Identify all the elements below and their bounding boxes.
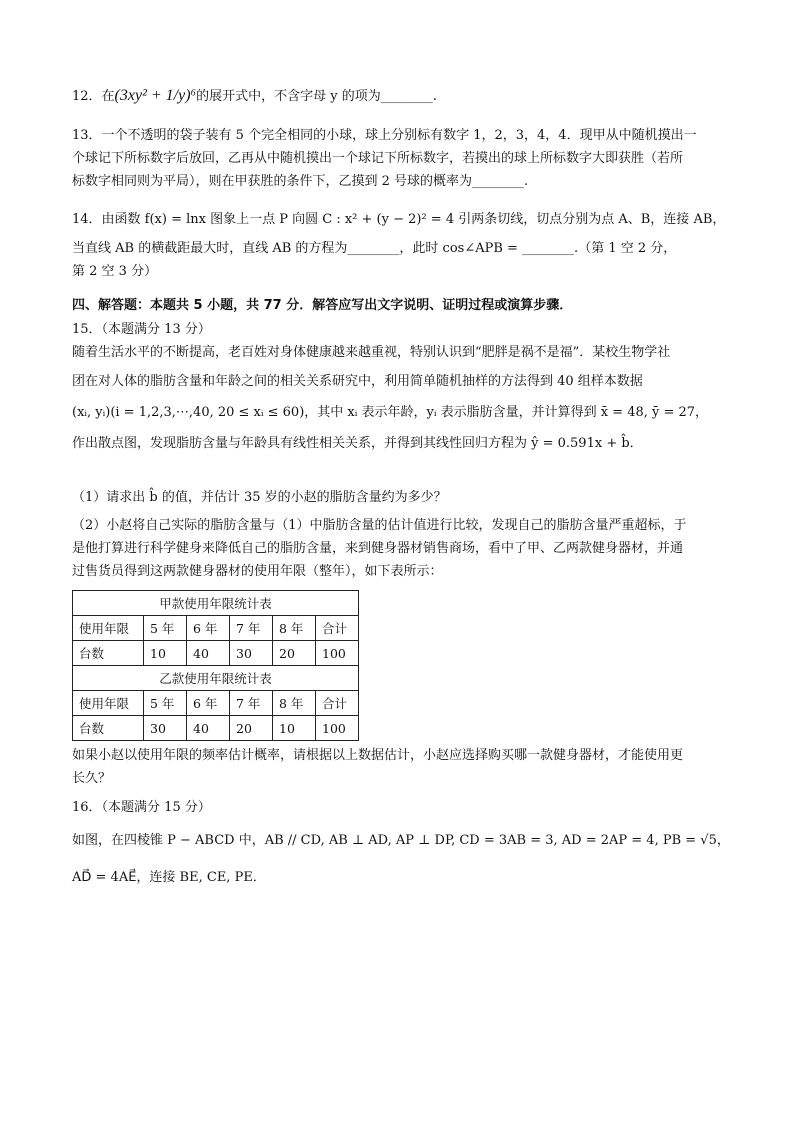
table-cell: 30 [144,716,187,741]
question-15 [72,318,732,455]
question-13 [72,124,732,193]
q16-line-2: AD⃗ = 4AE⃗，连接 BE, CE, PE． [72,870,266,885]
q15-paragraph-2: 团在对人体的脂肪含量和年龄之间的相关关系研究中，利用简单随机抽样的方法得到 40 组样本数据 [72,374,643,389]
table-cell: 100 [316,716,359,741]
table-a-data-row [73,641,359,666]
q15-after-1: 如果小赵以使用年限的频率估计概率，请根据以上数据估计，小赵应选择购买哪一款健身器材，才能使用更 [72,748,684,763]
table-cell: 台数 [73,716,144,741]
table-cell: 合计 [316,616,359,641]
q14-line-2: 当直线 AB 的横截距最大时，直线 AB 的方程为________，此时 cos∠APB = ________.（第 1 空 2 分， [72,241,677,256]
table-cell: 20 [273,641,316,666]
table-cell: 30 [230,641,273,666]
table-cell: 台数 [73,641,144,666]
question-12 [72,84,732,108]
section-4-heading: 四、解答题：本题共 5 小题，共 77 分．解答应写出文字说明、证明过程或演算步骤． [72,298,573,313]
table-cell: 20 [230,716,273,741]
table-cell: 7 年 [230,616,273,641]
q15-sub-2c: 过售货员得到这两款健身器材的使用年限（整年），如下表所示： [72,564,443,579]
table-cell: 5 年 [144,616,187,641]
table-cell: 使用年限 [73,616,144,641]
q16-line-1: 如图，在四棱锥 P − ABCD 中，AB // CD, AB ⊥ AD, AP ⊥ DP, CD = 3AB = 3, AD = 2AP = 4, PB = √5， [72,833,730,848]
table-cell: 10 [144,641,187,666]
table-cell: 40 [187,716,230,741]
table-cell: 7 年 [230,691,273,716]
table-b-data-row [73,716,359,741]
table-b-header-row [73,691,359,716]
q12-suffix: 的展开式中，不含字母 y 的项为________. [196,89,437,104]
table-cell: 合计 [316,691,359,716]
q15-subquestions [72,486,732,583]
question-16 [72,796,732,889]
q15-conclusion [72,744,732,790]
table-cell: 6 年 [187,616,230,641]
q15-paragraph-1: 随着生活水平的不断提高，老百姓对身体健康越来越重视，特别认识到“肥胖是祸不是福”．某校生物学社 [72,345,671,360]
q15-paragraph-4: 作出散点图，发现脂肪含量与年龄具有线性相关关系，并得到其线性回归方程为 ŷ = 0.591x + b̂． [72,436,643,451]
q12-prefix: 12．在 [72,89,115,104]
table-cell: 8 年 [273,691,316,716]
table-a-header-row [73,616,359,641]
table-cell: 40 [187,641,230,666]
q16-header: 16．（本题满分 15 分） [72,800,211,815]
q14-line-1: 14．由函数 f(x) = lnx 图象上一点 P 向圆 C : x² + (y − 2)² = 4 引两条切线，切点分别为点 A、B，连接 AB， [72,212,726,227]
table-cell: 100 [316,641,359,666]
table-cell: 10 [273,716,316,741]
q15-sub-1: （1）请求出 b̂ 的值，并估计 35 岁的小赵的脂肪含量约为多少？ [72,490,447,505]
table-b-caption: 乙款使用年限统计表 [73,666,359,691]
q15-sub-2b: 是他打算进行科学健身来降低自己的脂肪含量，来到健身器材销售商场，看中了甲、乙两款健身器材，并通 [72,541,684,556]
q13-line-1: 13．一个不透明的袋子装有 5 个完全相同的小球，球上分别标有数字 1，2，3，4，4．现甲从中随机摸出一 [72,128,697,143]
table-cell: 8 年 [273,616,316,641]
table-cell: 使用年限 [73,691,144,716]
usage-tables [72,590,359,741]
q15-sub-2a: （2）小赵将自己实际的脂肪含量与（1）中脂肪含量的估计值进行比较，发现自己的脂肪含量严重超标，于 [72,518,687,533]
q13-line-3: 标数字相同则为平局），则在甲获胜的条件下，乙摸到 2 号球的概率为________. [72,174,529,189]
q14-line-3: 第 2 空 3 分） [72,264,158,279]
table-a-caption: 甲款使用年限统计表 [73,591,359,616]
q15-paragraph-3: (xᵢ, yᵢ)(i = 1,2,3,⋯,40, 20 ≤ xᵢ ≤ 60)，其中 xᵢ 表示年龄，yᵢ 表示脂肪含量，并计算得到 x̄ = 48, ȳ = 27， [72,405,709,420]
table-cell: 5 年 [144,691,187,716]
question-14 [72,208,732,283]
q15-header: 15．（本题满分 13 分） [72,322,211,337]
q15-after-2: 长久？ [72,771,112,786]
table-cell: 6 年 [187,691,230,716]
q13-line-2: 个球记下所标数字后放回，乙再从中随机摸出一个球记下所标数字，若摸出的球上所标数字大即获胜（若所 [72,151,684,166]
q12-expression: (3xy² + 1/y)⁶ [114,87,197,104]
